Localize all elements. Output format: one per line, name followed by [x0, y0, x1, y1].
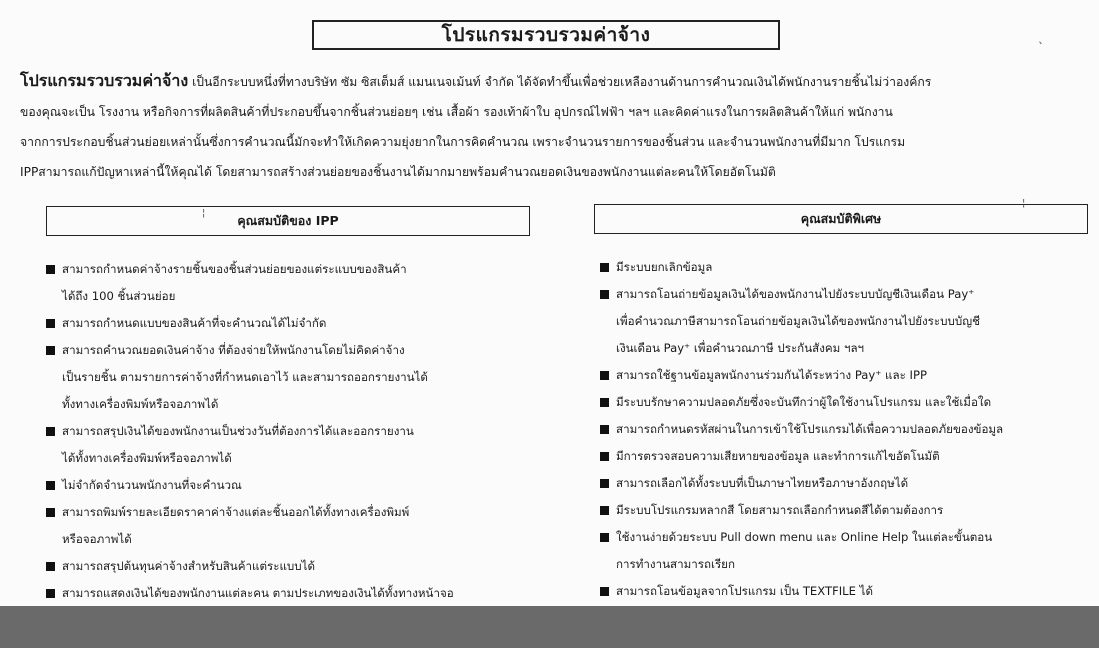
intro-line-1: เป็นอีกระบบหนึ่งที่ทางบริษัท ซัม ซิสเต็มส์ แมนเนจเม้นท์ จำกัด ได้จัดทำขึ้นเพื่อช่วยเหลืองานด้านการคำนวณเงินได้พนักงานรายชิ้นไม่ว่าองค์กร	[188, 75, 932, 89]
intro-line-2: ของคุณจะเป็น โรงงาน หรือกิจการที่ผลิตสินค้าที่ประกอบขึ้นจากชิ้นส่วนย่อยๆ เช่น เสื้อผ้า รองเท้าผ้าใบ อุปกรณ์ไฟฟ้า ฯลฯ และคิดค่าแรงในการผลิตสินค้าให้แก่ พนักงาน	[20, 105, 893, 119]
intro-paragraph	[20, 66, 1080, 187]
right-feature-list	[600, 254, 1090, 605]
left-feature-item	[46, 418, 546, 472]
right-column-heading: คุณสมบัติพิเศษ	[594, 204, 1088, 234]
feature-text-line: ทั้งทางเครื่องพิมพ์หรือจอภาพได้	[62, 397, 219, 411]
left-feature-item	[46, 310, 546, 337]
right-feature-item	[600, 281, 1090, 362]
right-feature-item	[600, 524, 1090, 578]
scan-mark: ¦	[202, 208, 206, 219]
feature-text-line: สามารถพิมพ์รายละเอียดราคาค่าจ้างแต่ละชิ้นออกได้ทั้งทางเครื่องพิมพ์	[62, 505, 410, 519]
scan-mark: ˎ	[1038, 30, 1044, 44]
right-feature-item	[600, 389, 1090, 416]
feature-text-line: ได้ถึง 100 ชิ้นส่วนย่อย	[62, 289, 176, 303]
right-feature-item	[600, 254, 1090, 281]
scan-mark: ¦	[1022, 198, 1026, 209]
feature-text-line: มีระบบรักษาความปลอดภัยซึ่งจะบันทึกว่าผู้ใดใช้งานโปรแกรม และใช้เมื่อใด	[616, 395, 992, 409]
intro-lead: โปรแกรมรวบรวมค่าจ้าง	[20, 71, 189, 90]
right-feature-item	[600, 578, 1090, 605]
feature-text-line: มีการตรวจสอบความเสียหายของข้อมูล และทำการแก้ไขอัตโนมัติ	[616, 449, 940, 463]
feature-text-line: สามารถคำนวณยอดเงินค่าจ้าง ที่ต้องจ่ายให้พนักงานโดยไม่คิดค่าจ้าง	[62, 343, 405, 357]
feature-text-line: การทำงานสามารถเรียก	[616, 557, 735, 571]
feature-text-line: ใช้งานง่ายด้วยระบบ Pull down menu และ Online Help ในแต่ละขั้นตอน	[616, 530, 993, 544]
feature-text-line: สามารถโอนถ่ายข้อมูลเงินได้ของพนักงานไปยังระบบบัญชีเงินเดือน Pay⁺	[616, 287, 975, 301]
feature-text-line: มีระบบยกเลิกข้อมูล	[616, 260, 713, 274]
feature-text-line: เป็นรายชิ้น ตามรายการค่าจ้างที่กำหนดเอาไว้ และสามารถออกรายงานได้	[62, 370, 428, 384]
feature-text-line: สามารถเลือกได้ทั้งระบบที่เป็นภาษาไทยหรือภาษาอังกฤษได้	[616, 476, 909, 490]
right-feature-item	[600, 362, 1090, 389]
page-banner-title: โปรแกรมรวบรวมค่าจ้าง	[312, 20, 780, 50]
feature-text-line: สามารถสรุปต้นทุนค่าจ้างสำหรับสินค้าแต่ระแบบได้	[62, 559, 315, 573]
left-feature-item	[46, 553, 546, 580]
left-feature-item	[46, 499, 546, 553]
feature-text-line: สามารถกำหนดแบบของสินค้าที่จะคำนวณได้ไม่จำกัด	[62, 316, 327, 330]
intro-line-3: จากการประกอบชิ้นส่วนย่อยเหล่านั้นซึ่งการคำนวณนี้มักจะทำให้เกิดความยุ่งยากในการคิดคำนวณ เพราะจำนวนรายการของชิ้นส่วน และจำนวนพนักงานที่มีมาก โปรแกรม	[20, 135, 906, 149]
right-feature-item	[600, 470, 1090, 497]
feature-text-line: สามารถกำหนดรหัสผ่านในการเข้าใช้โปรแกรมได้เพื่อความปลอดภัยของข้อมูล	[616, 422, 1004, 436]
left-column-heading: คุณสมบัติของ IPP	[46, 206, 530, 236]
left-feature-item	[46, 580, 546, 607]
feature-text-line: สามารถใช้ฐานข้อมูลพนักงานร่วมกันได้ระหว่าง Pay⁺ และ IPP	[616, 368, 927, 382]
feature-text-line: สามารถโอนข้อมูลจากโปรแกรม เป็น TEXTFILE ได้	[616, 584, 873, 598]
feature-text-line: เงินเดือน Pay⁺ เพื่อคำนวณภาษี ประกันสังคม ฯลฯ	[616, 341, 865, 355]
left-feature-item	[46, 337, 546, 418]
feature-text-line: ไม่จำกัดจำนวนพนักงานที่จะคำนวณ	[62, 478, 242, 492]
feature-text-line: หรือจอภาพได้	[62, 532, 132, 546]
feature-text-line: เพื่อคำนวณภาษีสามารถโอนถ่ายข้อมูลเงินได้ของพนักงานไปยังระบบบัญชี	[616, 314, 980, 328]
bottom-gray-bar	[0, 606, 1099, 648]
left-feature-item	[46, 472, 546, 499]
feature-text-line: มีระบบโปรแกรมหลากสี โดยสามารถเลือกกำหนดสีได้ตามต้องการ	[616, 503, 944, 517]
feature-text-line: สามารถกำหนดค่าจ้างรายชิ้นของชิ้นส่วนย่อยของแต่ระแบบของสินค้า	[62, 262, 407, 276]
right-feature-item	[600, 497, 1090, 524]
intro-line-4: IPPสามารถแก้ปัญหาเหล่านี้ให้คุณได้ โดยสามารถสร้างส่วนย่อยของชิ้นงานได้มากมายพร้อมคำนวณยอดเงินของพนักงานแต่ละคนให้โดยอัตโนมัติ	[20, 165, 776, 179]
feature-text-line: สามารถสรุปเงินได้ของพนักงานเป็นช่วงวันที่ต้องการได้และออกรายงาน	[62, 424, 414, 438]
left-feature-list	[46, 256, 546, 607]
right-feature-item	[600, 416, 1090, 443]
feature-text-line: ได้ทั้งทางเครื่องพิมพ์หรือจอภาพได้	[62, 451, 232, 465]
right-feature-item	[600, 443, 1090, 470]
left-feature-item	[46, 256, 546, 310]
feature-text-line: สามารถแสดงเงินได้ของพนักงานแต่ละคน ตามประเภทของเงินได้ทั้งทางหน้าจอ	[62, 586, 454, 600]
